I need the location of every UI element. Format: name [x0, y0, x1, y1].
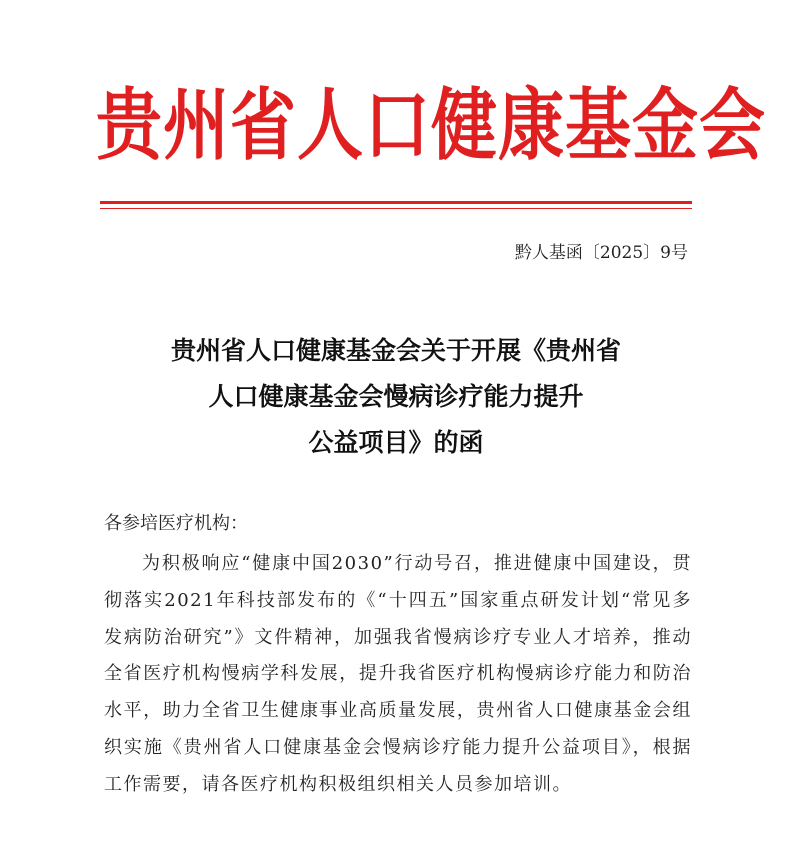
- letterhead-red-rule-thin: [100, 208, 692, 209]
- title-line-2: 人口健康基金会慢病诊疗能力提升: [208, 382, 584, 411]
- letterhead-org-name: 贵州省人口健康基金会: [96, 79, 766, 172]
- letterhead-red-rule-thick: [100, 201, 692, 204]
- document-title: [96, 328, 696, 466]
- salutation: 各参培医疗机构：: [104, 513, 248, 534]
- body-paragraph: 为积极响应“健康中国2030”行动号召，推进健康中国建设，贯彻落实2021年科技部发布的《“十四五”国家重点研发计划“常见多发病防治研究”》文件精神，加强我省慢病诊疗专业人才培养，推动全省医疗机构慢病学科发展，提升我省医疗机构慢病诊疗能力和防治水平，助力全省卫生健康事业高质量发展，贵州省人口健康基金会组织实施《贵州省人口健康基金会慢病诊疗能力提升公益项目》，根据工作需要，请各医疗机构积极组织相关人员参加培训。: [104, 553, 692, 795]
- title-line-3: 公益项目》的函: [308, 428, 484, 457]
- title-line-1: 贵州省人口健康基金会关于开展《贵州省: [170, 336, 621, 365]
- document-number: 黔人基函〔2025〕9号: [514, 243, 688, 263]
